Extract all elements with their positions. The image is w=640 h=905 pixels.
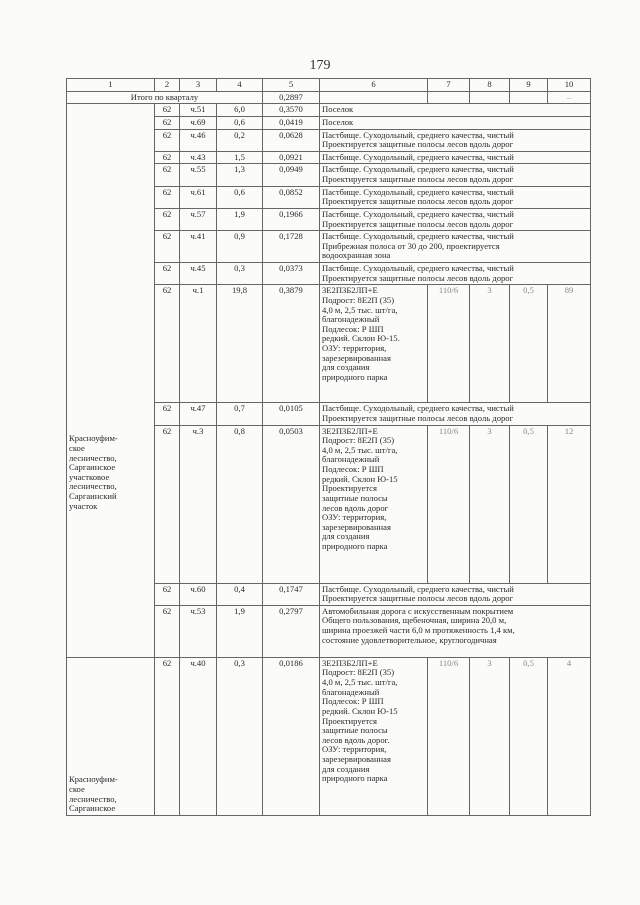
col-header: 7 <box>428 79 470 92</box>
plot-value: 19,8 <box>217 285 263 403</box>
plot-value: 0,8 <box>217 425 263 583</box>
col-header: 5 <box>263 79 320 92</box>
plot-description: Пастбище. Суходольный, среднего качества, чистый <box>320 151 591 164</box>
total-row <box>67 91 591 104</box>
plot-value: 0,6 <box>217 116 263 129</box>
plot-area: 0,0949 <box>263 164 320 186</box>
quarter-number: 62 <box>155 425 180 583</box>
stand-c9: 0,5 <box>510 425 548 583</box>
plot-value: 0,9 <box>217 231 263 263</box>
quarter-number: 62 <box>155 231 180 263</box>
plot-value: 0,3 <box>217 263 263 285</box>
forest-inventory-table <box>66 78 591 816</box>
plot-description: Пастбище. Суходольный, среднего качества, чистый Проектируется защитные полосы лесов вдоль дорог <box>320 583 591 605</box>
plot-area: 0,0921 <box>263 151 320 164</box>
plot-description: Автомобильная дорога с искусственным покрытием Общего пользования, щебеночная, ширина 20,0 м, ширина проезжей части 6,0 м протяженность 1,4 км, состояние удовлетворительное, круглогодичная <box>320 605 591 657</box>
col-header: 6 <box>320 79 428 92</box>
plot-area: 0,3879 <box>263 285 320 403</box>
plot-part: ч.57 <box>180 208 217 230</box>
col-header: 1 <box>67 79 155 92</box>
total-col10: – <box>548 91 591 104</box>
plot-description: Пастбище. Суходольный, среднего качества, чистый Проектируется защитные полосы лесов вдоль дорог <box>320 129 591 151</box>
quarter-number: 62 <box>155 403 180 425</box>
plot-value: 6,0 <box>217 104 263 117</box>
plot-area: 0,0852 <box>263 186 320 208</box>
plot-value: 1,9 <box>217 208 263 230</box>
plot-area: 0,1728 <box>263 231 320 263</box>
plot-description: Поселок <box>320 104 591 117</box>
plot-part: ч.53 <box>180 605 217 657</box>
stand-c10: 89 <box>548 285 591 403</box>
col-header: 8 <box>470 79 510 92</box>
stand-description: 3Е2П3Б2ЛП+Е Подрост: 8Е2П (35) 4,0 м, 2,5 тыс. шт/га, благонадежный Подлесок: Р ШП редкий. Склон Ю-15 Проектируется защитные полосы лесов вдоль дорог ОЗУ: территория, зарезервированная для создания природного парка <box>320 425 428 583</box>
quarter-number: 62 <box>155 164 180 186</box>
header-row <box>67 79 591 92</box>
plot-value: 1,9 <box>217 605 263 657</box>
quarter-number: 62 <box>155 116 180 129</box>
plot-part: ч.1 <box>180 285 217 403</box>
plot-value: 0,2 <box>217 129 263 151</box>
stand-c8: 3 <box>470 657 510 815</box>
plot-area: 0,0628 <box>263 129 320 151</box>
plot-area: 0,0503 <box>263 425 320 583</box>
plot-part: ч.46 <box>180 129 217 151</box>
quarter-number: 62 <box>155 583 180 605</box>
stand-description: 3Е2П3Б2ЛП+Е Подрост: 8Е2П (35) 4,0 м, 2,5 тыс. шт/га, благонадежный Подлесок: Р ШП редкий. Склон Ю-15 Проектируется защитные полосы лесов вдоль дорог. ОЗУ: территория, зарезервированная для создания природного парка <box>320 657 428 815</box>
quarter-number: 62 <box>155 285 180 403</box>
plot-part: ч.40 <box>180 657 217 815</box>
plot-part: ч.3 <box>180 425 217 583</box>
table-row <box>67 657 591 815</box>
plot-value: 1,5 <box>217 151 263 164</box>
plot-value: 0,3 <box>217 657 263 815</box>
stand-c9: 0,5 <box>510 657 548 815</box>
quarter-number: 62 <box>155 605 180 657</box>
quarter-number: 62 <box>155 657 180 815</box>
plot-description: Пастбище. Суходольный, среднего качества, чистый Проектируется защитные полосы лесов вдоль дорог <box>320 164 591 186</box>
plot-area: 0,0105 <box>263 403 320 425</box>
stand-c7: 110/6 <box>428 657 470 815</box>
total-label: Итого по кварталу <box>67 91 263 104</box>
total-area: 0,2897 <box>263 91 320 104</box>
plot-description: Пастбище. Суходольный, среднего качества, чистый Проектируется защитные полосы лесов вдоль дорог <box>320 403 591 425</box>
stand-c7: 110/6 <box>428 425 470 583</box>
plot-part: ч.60 <box>180 583 217 605</box>
col-header: 3 <box>180 79 217 92</box>
location-cell <box>67 657 155 815</box>
quarter-number: 62 <box>155 104 180 117</box>
quarter-number: 62 <box>155 129 180 151</box>
plot-part: ч.61 <box>180 186 217 208</box>
table-row <box>67 104 591 117</box>
plot-part: ч.45 <box>180 263 217 285</box>
stand-c8: 3 <box>470 425 510 583</box>
quarter-number: 62 <box>155 151 180 164</box>
stand-description: 3Е2П3Б2ЛП+Е Подрост: 8Е2П (35) 4,0 м, 2,5 тыс. шт/га, благонадежный Подлесок: Р ШП редкий. Склон Ю-15. ОЗУ: территория, зарезервированная для создания природного парка <box>320 285 428 403</box>
plot-value: 0,6 <box>217 186 263 208</box>
plot-area: 0,0373 <box>263 263 320 285</box>
plot-value: 1,3 <box>217 164 263 186</box>
col-header: 2 <box>155 79 180 92</box>
stand-c10: 4 <box>548 657 591 815</box>
plot-value: 0,4 <box>217 583 263 605</box>
location-cell <box>67 104 155 658</box>
plot-part: ч.41 <box>180 231 217 263</box>
plot-description: Пастбище. Суходольный, среднего качества, чистый Проектируется защитные полосы лесов вдоль дорог <box>320 186 591 208</box>
plot-area: 0,0419 <box>263 116 320 129</box>
location-label: Красноуфим- ское лесничество, Саргаинское <box>69 774 118 814</box>
plot-value: 0,7 <box>217 403 263 425</box>
plot-part: ч.55 <box>180 164 217 186</box>
stand-c8: 3 <box>470 285 510 403</box>
plot-part: ч.43 <box>180 151 217 164</box>
quarter-number: 62 <box>155 263 180 285</box>
plot-area: 0,2797 <box>263 605 320 657</box>
plot-description: Пастбище. Суходольный, среднего качества, чистый Проектируется защитные полосы лесов вдоль дорог <box>320 263 591 285</box>
plot-part: ч.47 <box>180 403 217 425</box>
col-header: 9 <box>510 79 548 92</box>
col-header: 10 <box>548 79 591 92</box>
stand-c10: 12 <box>548 425 591 583</box>
col-header: 4 <box>217 79 263 92</box>
plot-area: 0,1966 <box>263 208 320 230</box>
plot-area: 0,1747 <box>263 583 320 605</box>
plot-description: Поселок <box>320 116 591 129</box>
plot-area: 0,3570 <box>263 104 320 117</box>
plot-area: 0,0186 <box>263 657 320 815</box>
stand-c9: 0,5 <box>510 285 548 403</box>
quarter-number: 62 <box>155 186 180 208</box>
plot-description: Пастбище. Суходольный, среднего качества, чистый Прибрежная полоса от 30 до 200, проектируется водоохранная зона <box>320 231 591 263</box>
location-label: Красноуфим- ское лесничество, Саргаинское участковое лесничество, Саргаинский участок <box>69 433 118 511</box>
plot-part: ч.51 <box>180 104 217 117</box>
plot-part: ч.69 <box>180 116 217 129</box>
stand-c7: 110/6 <box>428 285 470 403</box>
quarter-number: 62 <box>155 208 180 230</box>
page-number: 179 <box>309 58 331 73</box>
plot-description: Пастбище. Суходольный, среднего качества, чистый Проектируется защитные полосы лесов вдоль дорог <box>320 208 591 230</box>
